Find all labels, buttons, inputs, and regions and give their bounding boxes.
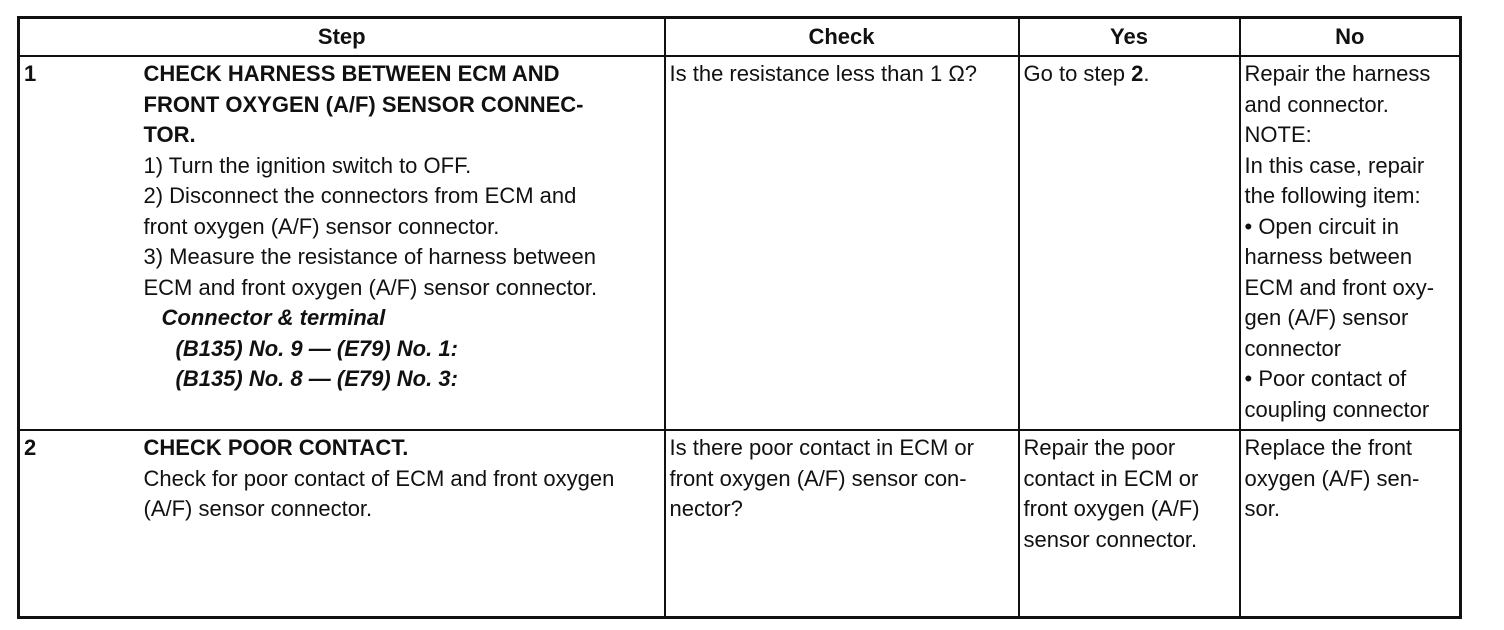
- no-line: NOTE:: [1244, 122, 1312, 147]
- check-line: Is there poor contact in ECM or: [669, 435, 974, 460]
- yes-prefix: Go to step: [1023, 61, 1132, 86]
- step-title-line: FRONT OXYGEN (A/F) SENSOR CONNEC-: [143, 91, 584, 117]
- step-cell: [140, 430, 665, 618]
- spec-value: (B135) No. 9 — (E79) No. 1:: [175, 335, 458, 361]
- header-check: Check: [665, 18, 1019, 57]
- yes-step-ref: 2: [1131, 61, 1144, 86]
- no-line: In this case, repair: [1244, 152, 1425, 178]
- no-line: sor.: [1244, 496, 1280, 521]
- diagnostic-table: [17, 16, 1462, 619]
- step-instruction: Check for poor contact of ECM and front oxygen: [143, 465, 615, 491]
- step-number: 1: [19, 56, 140, 430]
- no-line: coupling connector: [1244, 396, 1430, 422]
- step-title-line: CHECK POOR CONTACT.: [143, 435, 409, 460]
- no-line: Repair the harness: [1244, 61, 1431, 86]
- step-instruction: (A/F) sensor connector.: [143, 496, 373, 521]
- yes-suffix: .: [1143, 61, 1150, 86]
- no-line: Replace the front: [1244, 435, 1413, 460]
- yes-line: Repair the poor: [1023, 435, 1176, 460]
- step-cell: [140, 56, 665, 430]
- yes-cell: [1019, 430, 1240, 618]
- no-line: connector: [1244, 335, 1342, 361]
- step-instruction: 1) Turn the ignition switch to OFF.: [143, 152, 472, 178]
- header-yes: Yes: [1019, 18, 1240, 57]
- yes-line: front oxygen (A/F): [1023, 496, 1200, 521]
- step-instruction: 2) Disconnect the connectors from ECM and: [143, 183, 577, 208]
- check-cell: [665, 56, 1019, 430]
- step-number: 2: [19, 430, 140, 618]
- no-line: oxygen (A/F) sen-: [1244, 465, 1420, 491]
- table-row: [19, 430, 1461, 618]
- header-step: Step: [19, 18, 665, 57]
- no-line: and connector.: [1244, 91, 1389, 117]
- yes-cell: [1019, 56, 1240, 430]
- header-row: [19, 18, 1461, 57]
- check-cell: [665, 430, 1019, 618]
- step-title-line: CHECK HARNESS BETWEEN ECM AND: [143, 61, 560, 86]
- header-no: No: [1240, 18, 1461, 57]
- step-instruction: 3) Measure the resistance of harness between: [143, 244, 596, 269]
- check-line: nector?: [669, 496, 743, 521]
- no-line: • Poor contact of: [1244, 366, 1407, 391]
- step-instruction: front oxygen (A/F) sensor connector.: [143, 213, 500, 239]
- yes-line: sensor connector.: [1023, 526, 1198, 552]
- no-line: • Open circuit in: [1244, 213, 1399, 239]
- no-line: the following item:: [1244, 183, 1421, 208]
- check-line: front oxygen (A/F) sensor con-: [669, 465, 967, 491]
- no-line: ECM and front oxy-: [1244, 274, 1435, 300]
- no-line: gen (A/F) sensor: [1244, 305, 1409, 330]
- table-row: [19, 56, 1461, 430]
- spec-label: Connector & terminal: [161, 305, 386, 330]
- check-text: Is the resistance less than 1 Ω?: [669, 61, 977, 86]
- yes-line: contact in ECM or: [1023, 465, 1199, 491]
- no-cell: [1240, 56, 1461, 430]
- step-title-line: TOR.: [143, 122, 196, 147]
- no-line: harness between: [1244, 244, 1413, 269]
- step-instruction: ECM and front oxygen (A/F) sensor connector.: [143, 274, 598, 300]
- no-cell: [1240, 430, 1461, 618]
- spec-value: (B135) No. 8 — (E79) No. 3:: [175, 366, 458, 391]
- yes-text: [1024, 59, 1235, 90]
